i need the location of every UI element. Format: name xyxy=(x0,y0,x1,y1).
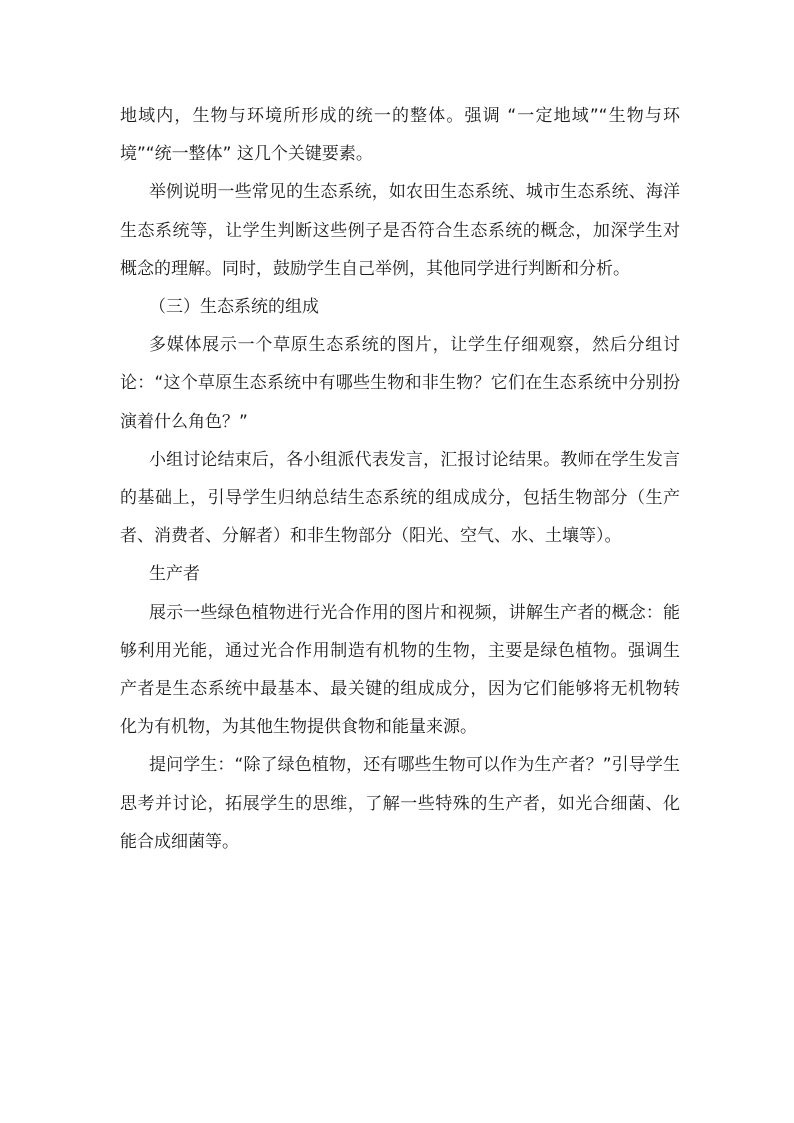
paragraph-grassland-discussion: 多媒体展示一个草原生态系统的图片，让学生仔细观察，然后分组讨论：“这个草原生态系统中有哪些生物和非生物？它们在生态系统中分别扮演着什么角色？” xyxy=(120,335,680,432)
paragraph-producer-question: 提问学生：“除了绿色植物，还有哪些生物可以作为生产者？”引导学生思考并讨论，拓展学生的思维，了解一些特殊的生产者，如光合细菌、化能合成细菌等。 xyxy=(120,755,680,852)
paragraph-continuation: 地域内，生物与环境所形成的统一的整体。强调 “一定地域”“生物与环境”“统一整体” 这几个关键要素。 xyxy=(120,106,680,165)
paragraph-group-report: 小组讨论结束后，各小组派代表发言，汇报讨论结果。教师在学生发言的基础上，引导学生归纳总结生态系统的组成成分，包括生物部分（生产者、消费者、分解者）和非生物部分（阳光、空气、水、土壤等）。 xyxy=(120,449,680,547)
paragraph-producer-concept: 展示一些绿色植物进行光合作用的图片和视频，讲解生产者的概念：能够利用光能，通过光合作用制造有机物的生物，主要是绿色植物。强调生产者是生态系统中最基本、最关键的组成成分，因为它们能够将无机物转化为有机物，为其他生物提供食物和能量来源。 xyxy=(120,602,680,738)
subheading-producers: 生产者 xyxy=(149,564,200,585)
paragraph-examples: 举例说明一些常见的生态系统，如农田生态系统、城市生态系统、海洋生态系统等，让学生判断这些例子是否符合生态系统的概念，加深学生对概念的理解。同时，鼓励学生自己举例，其他同学进行判断和分析。 xyxy=(120,182,680,279)
document-body xyxy=(120,97,680,861)
section-heading-composition: （三）生态系统的组成 xyxy=(149,297,319,318)
